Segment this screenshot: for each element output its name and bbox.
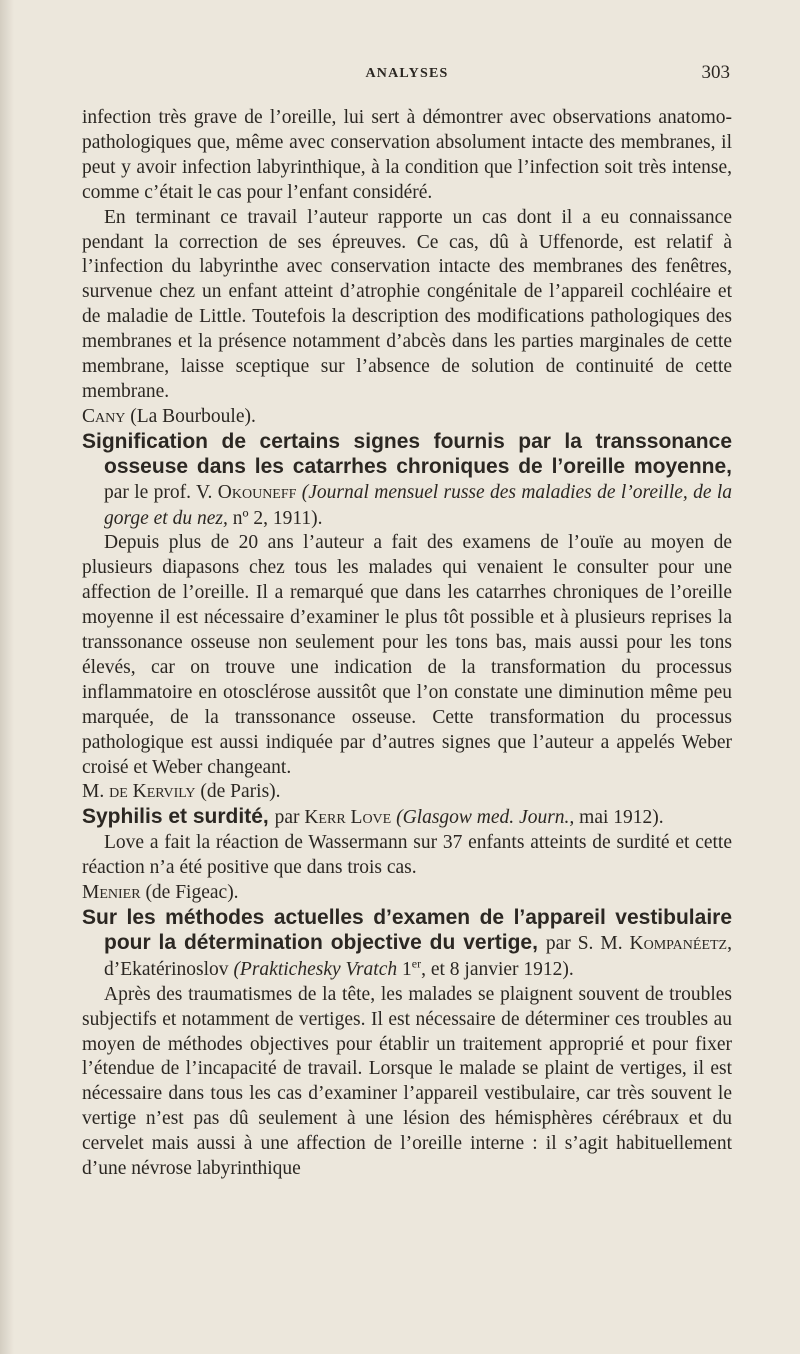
article-body-vertige: Après des traumatismes de la tête, les malades se plaignent souvent de troubles subjectifs et notamment de vertiges. Il est nécessaire de déterminer ces troubles au moyen de méthodes objectives pour établir un traitement approprié et pour fixer l’étendue de l’incapacité de travail. Lorsque le malade se plaint de vertiges, il est nécessaire dans tous les cas d’examiner l’appareil vestibulaire, car très souvent le vertige n’est pas dû seulement à une lésion des hémisphères cérébraux et du cervelet mais aussi à une affection de l’oreille interne : il s’agit habituellement d’une névrose labyrinthique xyxy=(82,983,732,1180)
signature-place: (La Bourboule). xyxy=(130,405,256,427)
article-author: Kompanéetz, xyxy=(629,932,732,954)
paragraph-uffenorde-case: En terminant ce travail l’auteur rapporte un cas dont il a eu connaissance pendant la correction de ses épreuves. Ce cas, dû à Uffenorde, est relatif à l’infection du labyrinthe avec conservation intacte des membranes des fenêtres, survenue chez un enfant atteint d’atrophie congénitale de l’appareil cochléaire et de maladie de Little. Toutefois la description des modifications pathologiques des membranes et la présence notamment d’abcès dans les parties marginales de cette membrane, laisse sceptique sur l’absence de solution de continuité de cette membrane. xyxy=(82,206,732,402)
article-body-syphilis: Love a fait la réaction de Wassermann sur 37 enfants atteints de surdité et cette réaction n’a été positive que dans trois cas. xyxy=(82,832,732,879)
article-ref-superscript: er xyxy=(411,956,422,971)
page-edge-shadow xyxy=(0,0,14,1354)
article-by: par S. M. xyxy=(545,932,623,954)
paragraph-continued: infection très grave de l’oreille, lui sert à démontrer avec observations anatomo-pathologiques que, même avec conservation absolument intacte des membranes, il peut y avoir infection labyrinthique, à la condition que l’infection soit très intense, comme c’était le cas pour l’enfant considéré. xyxy=(82,107,732,203)
article-ref-rest: , et 8 janvier 1912). xyxy=(421,958,574,980)
article-source: (Journal mensuel russe des maladies de l’oreille, de la gorge et du nez, xyxy=(104,481,733,529)
article-heading-vertige xyxy=(82,906,732,983)
signature-cany xyxy=(82,405,732,430)
signature-place: (de Figeac). xyxy=(145,882,239,904)
signature-menier xyxy=(82,881,732,906)
article-ref: 1 xyxy=(402,958,412,980)
article-heading-syphilis xyxy=(82,805,732,831)
signature-place: (de Paris). xyxy=(200,781,281,803)
article-body-transsonance: Depuis plus de 20 ans l’auteur a fait des examens de l’ouïe au moyen de plusieurs diapasons chez tous les malades qui venaient le consulter pour une affection de l’oreille. Il a remarqué que dans les catarrhes chroniques de l’oreille moyenne il est nécessaire d’examiner le plus tôt possible et à plusieurs reprises la transsonance osseuse non seulement pour les tons bas, mais aussi pour les tons élevés, car on trouve une indication de la transformation du processus inflammatoire en otosclérose aussitôt que l’on constate une diminution même peu marquée, de la transsonance osseuse. Cette transformation du processus pathologique est aussi indiquée par d’autres signes que l’auteur a appelés Weber croisé et Weber changeant. xyxy=(82,532,732,778)
article-by: par xyxy=(274,807,300,829)
article-title: Sur les méthodes actuelles d’examen de l’appareil vestibulaire pour la détermination objective du vertige, xyxy=(82,906,732,954)
article-title: Syphilis et surdité, xyxy=(82,805,269,829)
article-author: Okouneff xyxy=(217,481,297,503)
article-ref: nº 2, 1911). xyxy=(232,507,323,529)
signature-name: de Kervily xyxy=(109,781,196,803)
article-heading-transsonance xyxy=(82,430,732,532)
page-content xyxy=(82,106,732,1182)
signature-name: Cany xyxy=(82,405,126,427)
article-author: Kerr Love xyxy=(304,807,392,829)
signature-prefix: M. xyxy=(82,781,105,803)
running-head: ANALYSES xyxy=(365,66,449,81)
article-ref: mai 1912). xyxy=(579,807,664,829)
page-number: 303 xyxy=(701,62,730,83)
article-source: (Praktichesky Vratch xyxy=(233,958,398,980)
article-source: (Glasgow med. Journ., xyxy=(396,807,575,829)
article-title: Signification de certains signes fournis par la transsonance osseuse dans les catarrhes chroniques de l’oreille moyenne, xyxy=(82,429,732,478)
article-by: par le prof. V. xyxy=(104,481,213,503)
page-header xyxy=(82,62,732,92)
signature-kervily xyxy=(82,780,732,805)
signature-name: Menier xyxy=(82,882,141,904)
article-place: d’Ekatérinoslov xyxy=(104,958,229,980)
